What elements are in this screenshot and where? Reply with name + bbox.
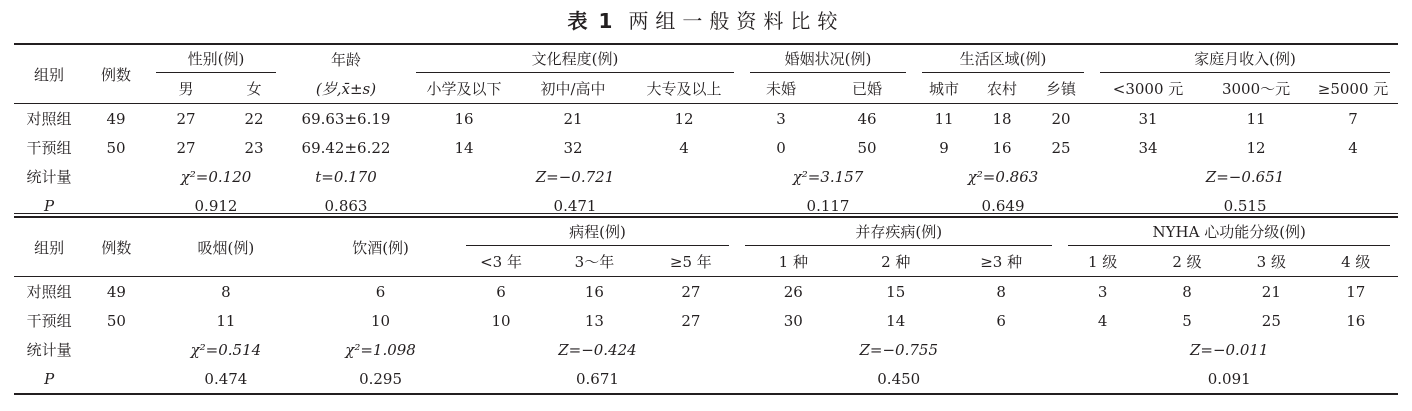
cell: 13 (584, 311, 604, 330)
cell: 50 (857, 138, 877, 157)
stat-row (14, 162, 1398, 191)
p-value: 0.649 (981, 196, 1025, 215)
header-comorbidity: 并存疾病(例) (737, 217, 1060, 247)
cell: 6 (496, 282, 506, 301)
header-course-ge5: ≥5 年 (645, 247, 737, 277)
header-edu-primary: 小学及以下 (408, 74, 520, 104)
cell: 22 (244, 109, 264, 128)
cell: 16 (584, 282, 604, 301)
stat-value: χ²=0.863 (967, 167, 1039, 186)
cell: 23 (244, 138, 264, 157)
header-drink: 饮酒(例) (303, 217, 458, 277)
stat-value: t=0.170 (315, 167, 377, 186)
header-female: 女 (224, 74, 284, 104)
cell: 14 (454, 138, 474, 157)
stat-value: Z=−0.011 (1189, 340, 1269, 359)
header-age: 年龄 (330, 51, 361, 69)
header-nyha-2: 2 级 (1145, 247, 1229, 277)
header-count: 例数 (84, 217, 148, 277)
header-income-low: <3000 元 (1092, 74, 1204, 104)
p-value: 0.671 (575, 369, 619, 388)
header-age-unit: (岁,x̄±s) (284, 74, 408, 104)
p-value: 0.117 (806, 196, 850, 215)
header-group: 组别 (14, 217, 84, 277)
header-married: 已婚 (820, 74, 914, 104)
stat-value: Z=−0.651 (1205, 167, 1285, 186)
header-nyha-3: 3 级 (1229, 247, 1313, 277)
header-nyha-4: 4 级 (1314, 247, 1398, 277)
stat-value: Z=−0.424 (558, 340, 637, 359)
stat-label: 统计量 (26, 341, 72, 359)
header-course-3: 3～年 (544, 247, 644, 277)
cell: 0 (776, 138, 786, 157)
cell: 11 (934, 109, 954, 128)
cell: 34 (1138, 138, 1158, 157)
cell: 16 (992, 138, 1012, 157)
header-education: 文化程度(例) (408, 44, 742, 74)
cell: 8 (221, 282, 231, 301)
cell: 4 (1348, 138, 1358, 157)
table-row (14, 104, 1398, 134)
cell: 21 (563, 109, 583, 128)
cell: 6 (996, 311, 1006, 330)
p-label: P (43, 196, 55, 215)
p-value: 0.471 (553, 196, 597, 215)
stat-value: Z=−0.755 (859, 340, 938, 359)
cell: 16 (1346, 311, 1366, 330)
header-city: 城市 (914, 74, 974, 104)
row-group: 干预组 (26, 312, 72, 330)
header-income-high: ≥5000 元 (1308, 74, 1398, 104)
table-row (14, 306, 1398, 335)
cell: 17 (1346, 282, 1366, 301)
p-value: 0.912 (194, 196, 238, 215)
general-data-table-2 (14, 216, 1398, 395)
p-value: 0.295 (359, 369, 403, 388)
header-town: 乡镇 (1030, 74, 1092, 104)
cell: 8 (1182, 282, 1192, 301)
cell: 7 (1348, 109, 1358, 128)
header-course: 病程(例) (458, 217, 737, 247)
cell: 27 (681, 311, 701, 330)
cell: 9 (939, 138, 949, 157)
header-income: 家庭月收入(例) (1092, 44, 1398, 74)
header-nyha-1: 1 级 (1060, 247, 1144, 277)
cell: 30 (783, 311, 803, 330)
cell: 12 (674, 109, 694, 128)
p-value: 0.863 (324, 196, 368, 215)
header-course-lt3: <3 年 (458, 247, 544, 277)
cell: 11 (216, 311, 236, 330)
cell: 5 (1182, 311, 1192, 330)
cell: 10 (491, 311, 511, 330)
cell: 4 (679, 138, 689, 157)
header-comorb-1: 1 种 (737, 247, 849, 277)
p-value: 0.515 (1223, 196, 1267, 215)
table-caption (0, 5, 1412, 34)
cell: 27 (681, 282, 701, 301)
cell: 11 (1246, 109, 1266, 128)
cell: 46 (857, 109, 877, 128)
cell: 20 (1051, 109, 1071, 128)
cell: 3 (1097, 282, 1108, 301)
cell: 49 (106, 282, 126, 301)
cell: 4 (1097, 311, 1108, 330)
cell: 25 (1051, 138, 1071, 157)
header-comorb-2: 2 种 (850, 247, 942, 277)
header-smoke: 吸烟(例) (149, 217, 304, 277)
stat-value: χ²=0.514 (190, 340, 262, 359)
cell: 49 (106, 109, 126, 128)
header-area: 生活区域(例) (914, 44, 1092, 74)
stat-value: Z=−0.721 (535, 167, 615, 186)
table-title: 两组一般资料比较 (628, 9, 845, 33)
stat-value: χ²=0.120 (180, 167, 252, 186)
p-row (14, 364, 1398, 394)
header-male: 男 (148, 74, 224, 104)
stat-value: χ²=1.098 (345, 340, 416, 359)
cell: 31 (1138, 109, 1158, 128)
cell: 27 (176, 138, 196, 157)
header-edu-middle: 初中/高中 (520, 74, 626, 104)
cell: 69.42±6.22 (301, 138, 391, 157)
stat-value: χ²=3.157 (792, 167, 864, 186)
table-row (14, 277, 1398, 307)
p-value: 0.474 (204, 369, 248, 388)
cell: 27 (176, 109, 196, 128)
p-value: 0.091 (1207, 369, 1251, 388)
header-group: 组别 (14, 44, 84, 104)
row-group: 对照组 (26, 110, 72, 128)
table-divider (14, 213, 1398, 214)
header-income-mid: 3000～元 (1204, 74, 1308, 104)
row-group: 对照组 (26, 283, 72, 301)
cell: 21 (1261, 282, 1281, 301)
header-rural: 农村 (974, 74, 1030, 104)
header-nyha: NYHA 心功能分级(例) (1060, 217, 1398, 247)
cell: 12 (1246, 138, 1266, 157)
general-data-table-1 (14, 43, 1398, 220)
header-sex: 性别(例) (148, 44, 284, 74)
cell: 16 (454, 109, 474, 128)
cell: 6 (375, 282, 386, 301)
cell: 15 (886, 282, 906, 301)
p-value: 0.450 (877, 369, 921, 388)
row-group: 干预组 (26, 139, 72, 157)
cell: 14 (886, 311, 906, 330)
cell: 8 (996, 282, 1006, 301)
header-edu-college: 大专及以上 (626, 74, 742, 104)
header-count: 例数 (84, 44, 148, 104)
cell: 18 (992, 109, 1012, 128)
p-label: P (44, 369, 55, 388)
table-number: 表 1 (567, 9, 615, 33)
cell: 50 (106, 138, 126, 157)
cell: 25 (1261, 311, 1281, 330)
cell: 50 (106, 311, 126, 330)
cell: 26 (783, 282, 803, 301)
stat-row (14, 335, 1398, 364)
cell: 3 (776, 109, 786, 128)
cell: 32 (563, 138, 583, 157)
cell: 10 (371, 311, 391, 330)
header-marriage: 婚姻状况(例) (742, 44, 914, 74)
stat-label: 统计量 (26, 168, 72, 186)
header-comorb-3: ≥3 种 (942, 247, 1061, 277)
table-row (14, 133, 1398, 162)
header-unmarried: 未婚 (742, 74, 820, 104)
cell: 69.63±6.19 (301, 109, 391, 128)
